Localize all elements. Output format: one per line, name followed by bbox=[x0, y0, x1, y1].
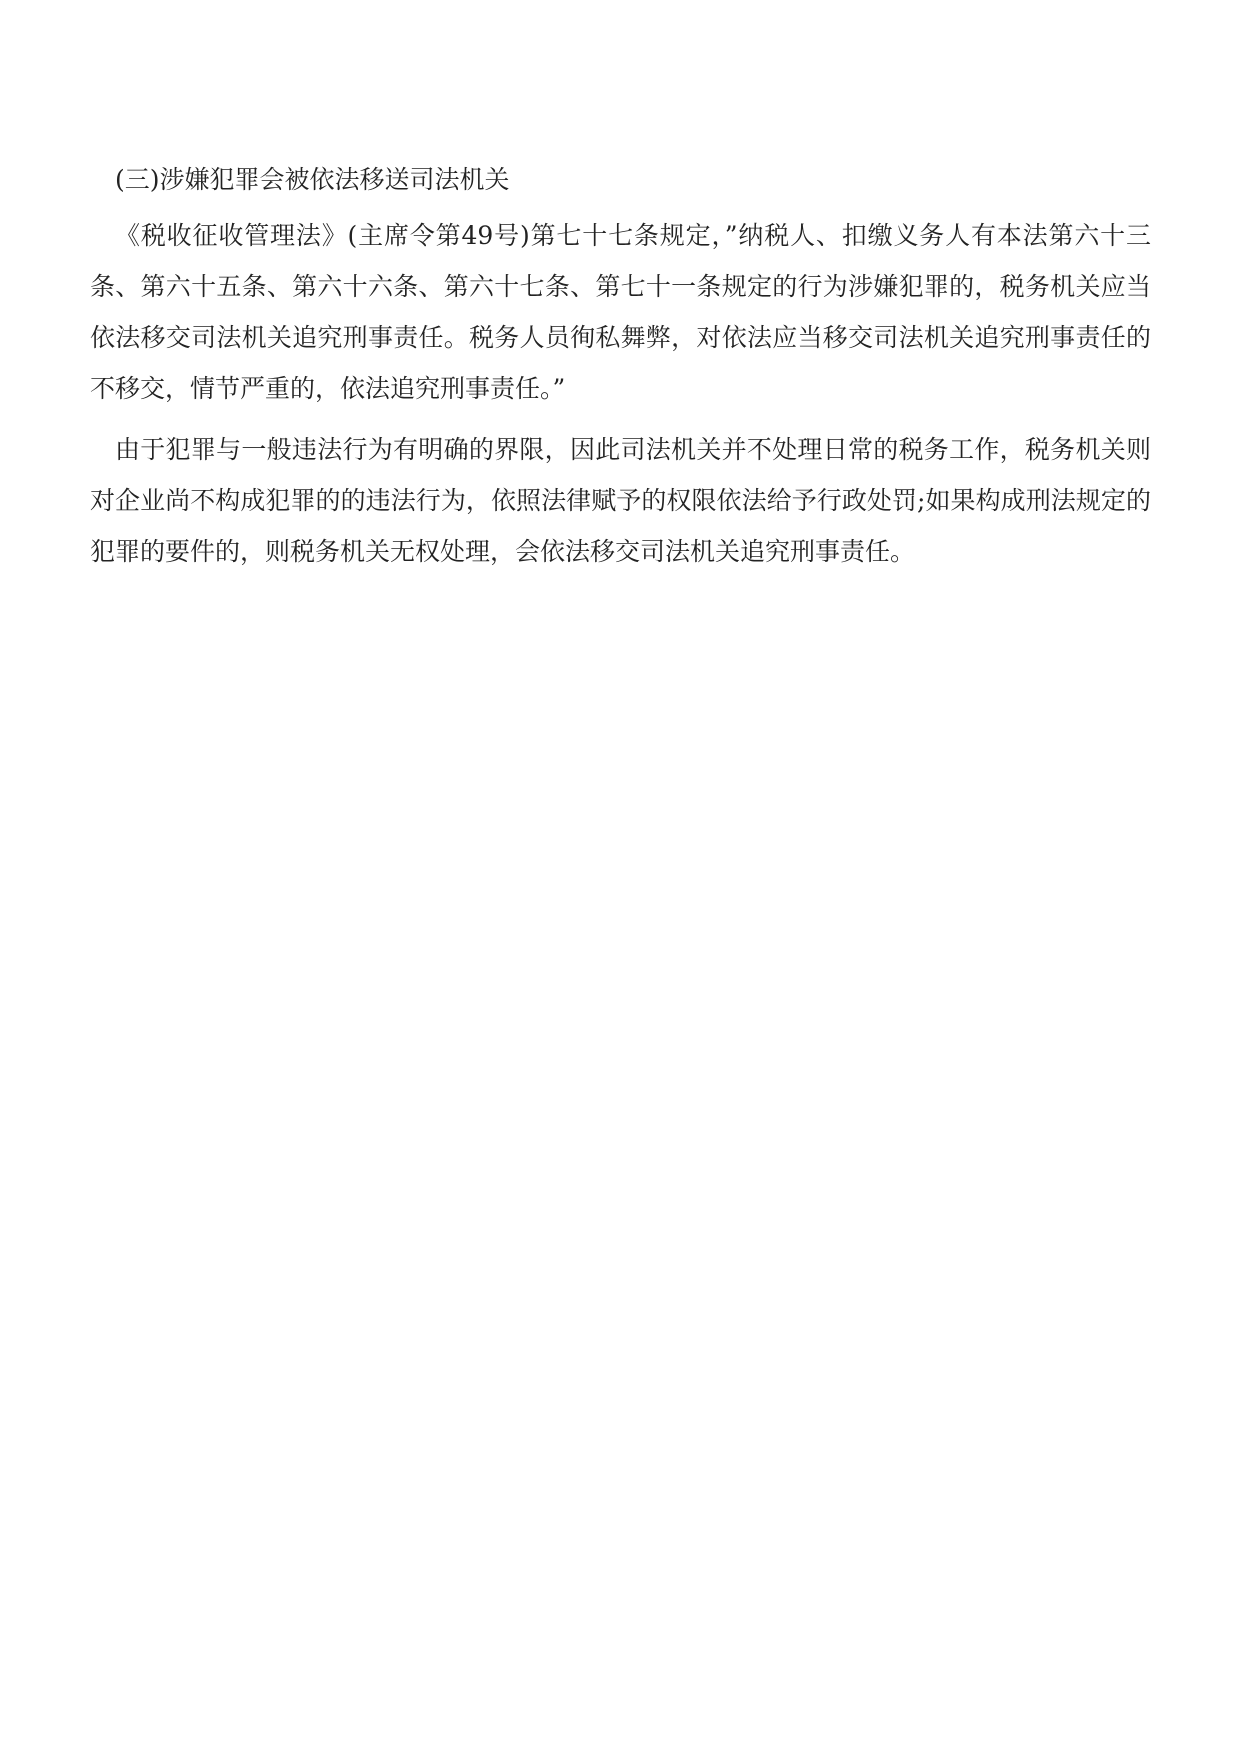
document-body bbox=[90, 160, 1151, 577]
paragraph-law-article: 《税收征收管理法》(主席令第49号)第七十七条规定，”纳税人、扣缴义务人有本法第六十三条、第六十五条、第六十六条、第六十七条、第七十一条规定的行为涉嫌犯罪的，税务机关应当依法移交司法机关追究刑事责任。税务人员徇私舞弊，对依法应当移交司法机关追究刑事责任的不移交，情节严重的，依法追究刑事责任。” bbox=[90, 221, 1151, 403]
paragraph-explanation: 由于犯罪与一般违法行为有明确的界限，因此司法机关并不处理日常的税务工作，税务机关则对企业尚不构成犯罪的的违法行为，依照法律赋予的权限依法给予行政处罚;如果构成刑法规定的犯罪的要件的，则税务机关无权处理，会依法移交司法机关追究刑事责任。 bbox=[90, 435, 1151, 566]
section-heading: (三)涉嫌犯罪会被依法移送司法机关 bbox=[115, 165, 510, 194]
